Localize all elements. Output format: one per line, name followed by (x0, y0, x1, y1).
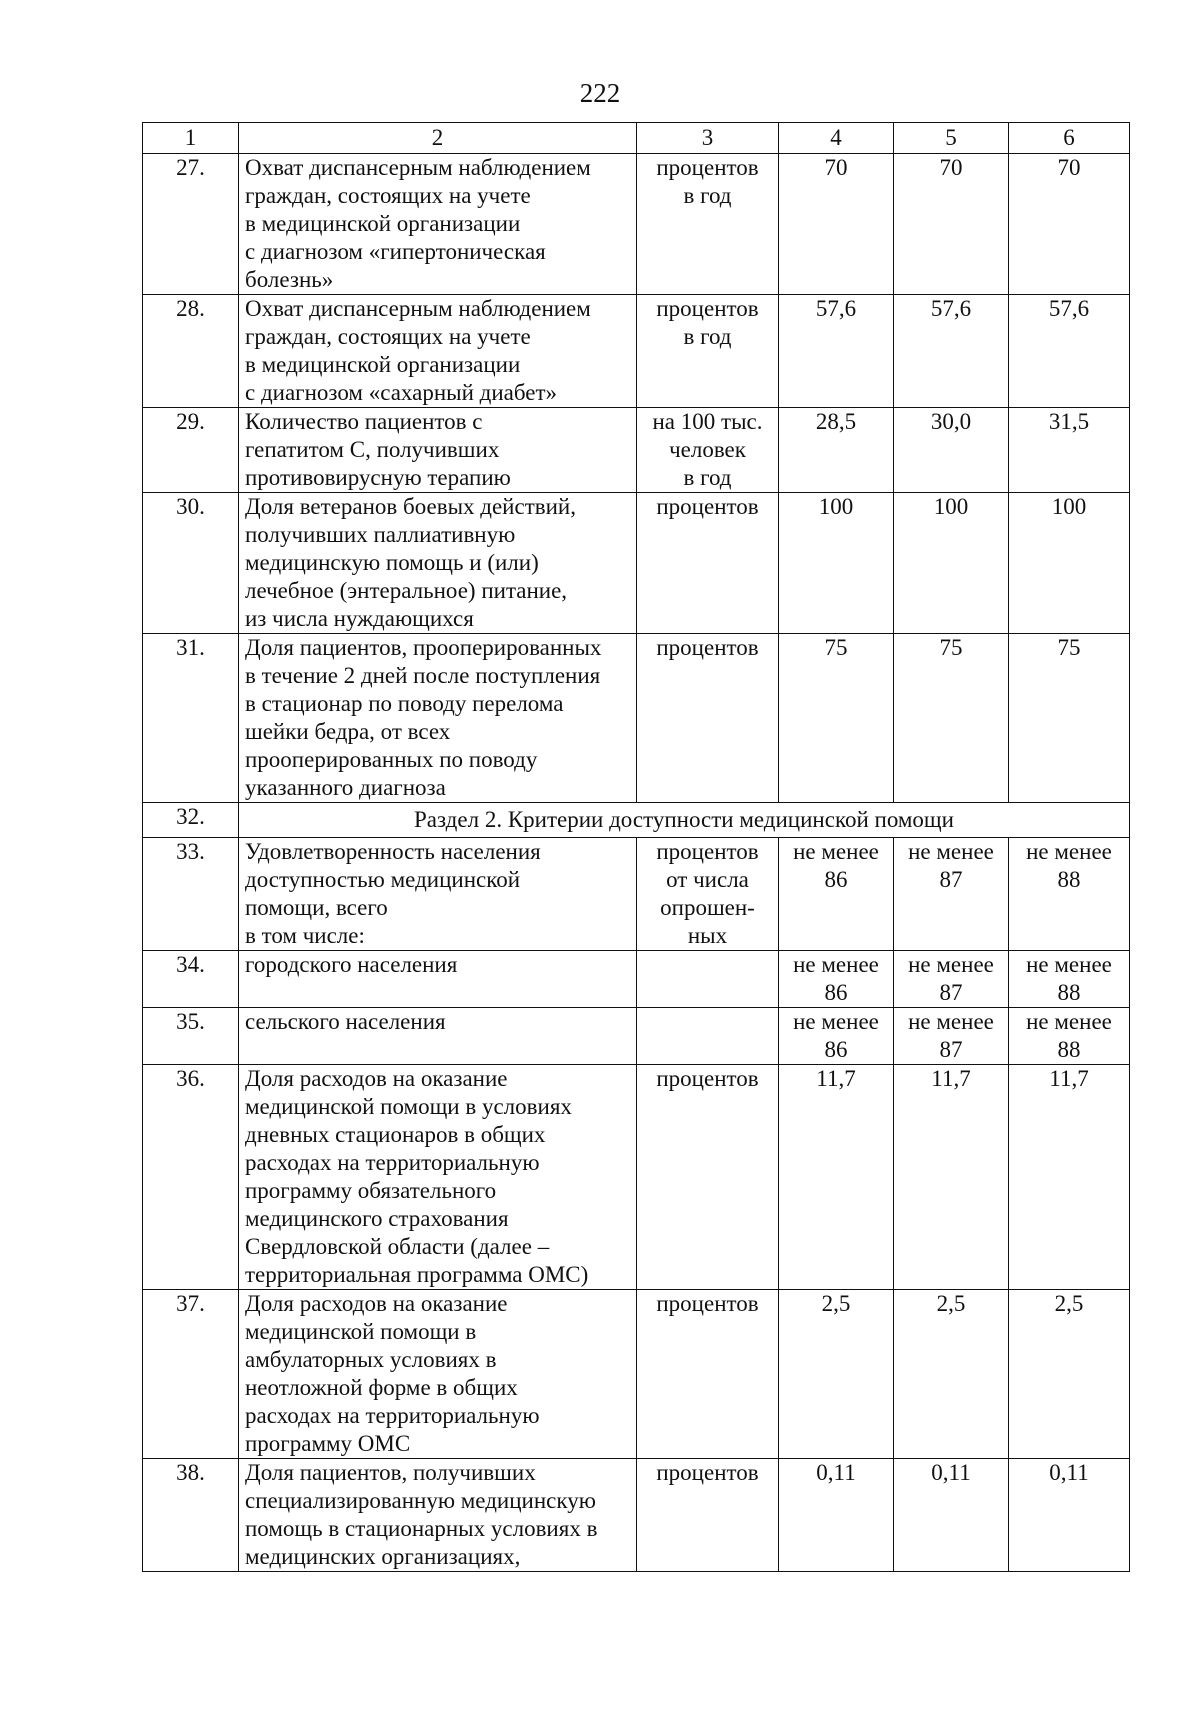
header-cell: 5 (894, 123, 1009, 154)
indicator-name: Доля ветеранов боевых действий, получивших паллиативную медицинскую помощь и (или) лечебное (энтеральное) питание, из числа нуждающихся (239, 493, 637, 634)
value-col4: 28,5 (779, 408, 894, 493)
table-row (143, 1065, 1130, 1290)
value-col4: 100 (779, 493, 894, 634)
row-number: 33. (143, 838, 239, 951)
value-col4: не менее 86 (779, 1008, 894, 1065)
row-number: 30. (143, 493, 239, 634)
indicator-name: Доля пациентов, прооперированных в течение 2 дней после поступления в стационар по поводу перелома шейки бедра, от всех прооперированных по поводу указанного диагноза (239, 634, 637, 803)
value-col6: 100 (1009, 493, 1130, 634)
page-number: 222 (579, 78, 621, 108)
criteria-table (142, 122, 1130, 1572)
header-cell: 4 (779, 123, 894, 154)
value-col5: 30,0 (894, 408, 1009, 493)
value-col4: не менее 86 (779, 838, 894, 951)
row-number: 38. (143, 1459, 239, 1572)
value-col5: не менее 87 (894, 838, 1009, 951)
unit-cell (637, 951, 779, 1008)
value-col5: 70 (894, 154, 1009, 295)
unit-cell: процентов в год (637, 295, 779, 408)
value-col5: 0,11 (894, 1459, 1009, 1572)
unit-cell: процентов (637, 634, 779, 803)
unit-cell: процентов (637, 1065, 779, 1290)
unit-cell: процентов (637, 1459, 779, 1572)
row-number: 36. (143, 1065, 239, 1290)
table-row (143, 1459, 1130, 1572)
indicator-name: Охват диспансерным наблюдением граждан, состоящих на учете в медицинской организации с диагнозом «сахарный диабет» (239, 295, 637, 408)
table-row (143, 1290, 1130, 1459)
value-col6: 57,6 (1009, 295, 1130, 408)
unit-cell: процентов (637, 493, 779, 634)
table-row (143, 408, 1130, 493)
value-col5: 57,6 (894, 295, 1009, 408)
value-col4: 70 (779, 154, 894, 295)
indicator-name: Удовлетворенность населения доступностью медицинской помощи, всего в том числе: (239, 838, 637, 951)
header-cell: 2 (239, 123, 637, 154)
value-col5: 2,5 (894, 1290, 1009, 1459)
value-col6: 75 (1009, 634, 1130, 803)
value-col4: 2,5 (779, 1290, 894, 1459)
unit-cell: процентов в год (637, 154, 779, 295)
value-col4: 11,7 (779, 1065, 894, 1290)
value-col6: 11,7 (1009, 1065, 1130, 1290)
row-number: 27. (143, 154, 239, 295)
section-title: Раздел 2. Критерии доступности медицинской помощи (239, 803, 1130, 838)
unit-cell: процентов от числа опрошен- ных (637, 838, 779, 951)
indicator-name: Доля расходов на оказание медицинской помощи в амбулаторных условиях в неотложной форме в общих расходах на территориальную программу ОМС (239, 1290, 637, 1459)
row-number: 28. (143, 295, 239, 408)
section-row (143, 803, 1130, 838)
row-number: 31. (143, 634, 239, 803)
value-col6: не менее 88 (1009, 838, 1130, 951)
header-cell: 1 (143, 123, 239, 154)
value-col6: 31,5 (1009, 408, 1130, 493)
value-col6: 0,11 (1009, 1459, 1130, 1572)
value-col4: 75 (779, 634, 894, 803)
row-number: 29. (143, 408, 239, 493)
table-row (143, 838, 1130, 951)
value-col6: 70 (1009, 154, 1130, 295)
row-number: 32. (143, 803, 239, 838)
row-number: 34. (143, 951, 239, 1008)
table-row (143, 951, 1130, 1008)
value-col6: 2,5 (1009, 1290, 1130, 1459)
value-col5: 100 (894, 493, 1009, 634)
header-cell: 3 (637, 123, 779, 154)
row-number: 35. (143, 1008, 239, 1065)
table-row (143, 295, 1130, 408)
value-col5: не менее 87 (894, 1008, 1009, 1065)
indicator-name: Охват диспансерным наблюдением граждан, состоящих на учете в медицинской организации с диагнозом «гипертоническая болезнь» (239, 154, 637, 295)
indicator-name: городского населения (239, 951, 637, 1008)
value-col6: не менее 88 (1009, 951, 1130, 1008)
table-row (143, 634, 1130, 803)
value-col4: 57,6 (779, 295, 894, 408)
unit-cell: на 100 тыс. человек в год (637, 408, 779, 493)
row-number: 37. (143, 1290, 239, 1459)
unit-cell: процентов (637, 1290, 779, 1459)
indicator-name: Доля пациентов, получивших специализированную медицинскую помощь в стационарных условиях в медицинских организациях, (239, 1459, 637, 1572)
indicator-name: Доля расходов на оказание медицинской помощи в условиях дневных стационаров в общих расходах на территориальную программу обязательного медицинского страхования Свердловской области (далее – территориальная программа ОМС) (239, 1065, 637, 1290)
indicator-name: Количество пациентов с гепатитом С, получивших противовирусную терапию (239, 408, 637, 493)
value-col4: не менее 86 (779, 951, 894, 1008)
table-row (143, 154, 1130, 295)
value-col5: 11,7 (894, 1065, 1009, 1290)
table-row (143, 1008, 1130, 1065)
table-header-row (143, 123, 1130, 154)
value-col5: не менее 87 (894, 951, 1009, 1008)
value-col5: 75 (894, 634, 1009, 803)
indicator-name: сельского населения (239, 1008, 637, 1065)
unit-cell (637, 1008, 779, 1065)
header-cell: 6 (1009, 123, 1130, 154)
table-row (143, 493, 1130, 634)
value-col4: 0,11 (779, 1459, 894, 1572)
value-col6: не менее 88 (1009, 1008, 1130, 1065)
